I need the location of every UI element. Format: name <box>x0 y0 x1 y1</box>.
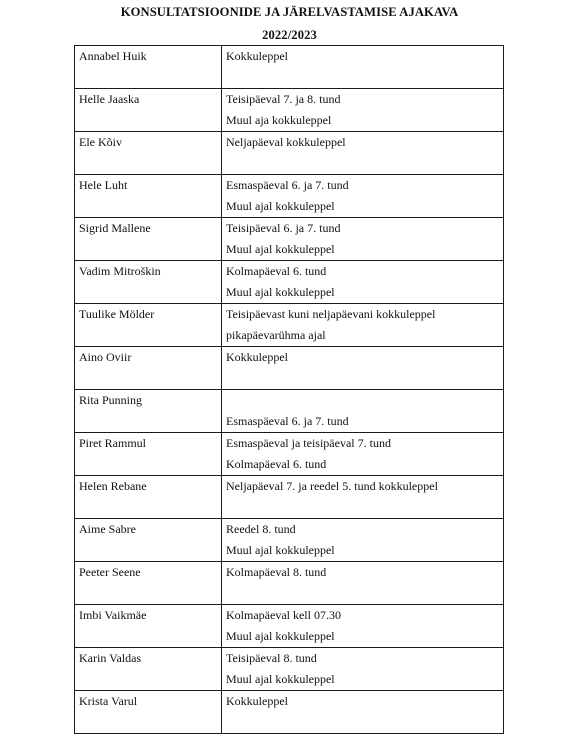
consultation-time-line: Esmaspäeval 6. ja 7. tund <box>226 178 349 192</box>
teacher-name: Helle Jaaska <box>79 92 140 106</box>
table-row <box>75 89 504 132</box>
consultation-time-line: pikapäevarühma ajal <box>226 328 326 342</box>
consultation-time-cell <box>222 304 504 347</box>
table-row <box>75 476 504 519</box>
consultation-time-line <box>222 390 503 411</box>
teacher-name-cell <box>75 46 222 89</box>
consultation-time-line: Kolmapäeval 6. tund <box>226 457 327 471</box>
teacher-name: Aino Oviir <box>79 350 132 364</box>
consultation-time-line: Teisipäeval 7. ja 8. tund <box>226 92 341 106</box>
teacher-name-cell <box>75 605 222 648</box>
consultation-time-line <box>222 497 503 518</box>
document-title: KONSULTATSIOONIDE JA JÄRELVASTAMISE AJAKAVA <box>120 5 459 19</box>
consultation-time-line: Esmaspäeval 6. ja 7. tund <box>226 414 349 428</box>
teacher-name: Karin Valdas <box>79 651 142 665</box>
consultation-time-cell <box>222 562 504 605</box>
schedule-body <box>75 46 504 734</box>
consultation-time-line: Reedel 8. tund <box>226 522 296 536</box>
consultation-time-line: Kokkuleppel <box>226 49 288 63</box>
consultation-time-line <box>222 67 503 88</box>
teacher-name: Aime Sabre <box>79 522 136 536</box>
table-row <box>75 261 504 304</box>
consultation-time-line: Teisipäeval 6. ja 7. tund <box>226 221 341 235</box>
consultation-time-line: Muul ajal kokkuleppel <box>226 629 335 643</box>
consultation-time-cell <box>222 218 504 261</box>
consultation-time-cell <box>222 132 504 175</box>
teacher-name: Vadim Mitroškin <box>79 264 161 278</box>
consultation-time-cell <box>222 89 504 132</box>
teacher-name: Sigrid Mallene <box>79 221 151 235</box>
teacher-name: Hele Luht <box>79 178 128 192</box>
consultation-time-cell <box>222 519 504 562</box>
table-row <box>75 175 504 218</box>
teacher-name: Ele Kõiv <box>79 135 122 149</box>
consultation-time-line: Muul ajal kokkuleppel <box>226 285 335 299</box>
consultation-time-cell <box>222 605 504 648</box>
consultation-time-line: Muul ajal kokkuleppel <box>226 199 335 213</box>
consultation-time-line <box>222 583 503 604</box>
consultation-time-line: Kolmapäeval 8. tund <box>226 565 327 579</box>
consultation-time-line <box>222 368 503 389</box>
consultation-time-line: Esmaspäeval ja teisipäeval 7. tund <box>226 436 391 450</box>
table-row <box>75 46 504 89</box>
teacher-name-cell <box>75 519 222 562</box>
teacher-name-cell <box>75 476 222 519</box>
consultation-time-line <box>222 712 503 733</box>
table-row <box>75 304 504 347</box>
teacher-name-cell <box>75 347 222 390</box>
table-row <box>75 218 504 261</box>
consultation-time-cell <box>222 691 504 734</box>
consultation-time-line: Kokkuleppel <box>226 694 288 708</box>
table-row <box>75 519 504 562</box>
table-row <box>75 390 504 433</box>
teacher-name-cell <box>75 390 222 433</box>
consultation-time-line: Kolmapäeval 6. tund <box>226 264 327 278</box>
consultation-time-line: Neljapäeval 7. ja reedel 5. tund kokkuleppel <box>226 479 438 493</box>
table-row <box>75 605 504 648</box>
consultation-time-cell <box>222 46 504 89</box>
teacher-name-cell <box>75 261 222 304</box>
table-row <box>75 691 504 734</box>
consultation-time-line: Muul aja kokkuleppel <box>226 113 332 127</box>
table-row <box>75 132 504 175</box>
teacher-name-cell <box>75 648 222 691</box>
table-row <box>75 562 504 605</box>
consultation-time-line: Muul ajal kokkuleppel <box>226 543 335 557</box>
consultation-time-line: Neljapäeval kokkuleppel <box>226 135 346 149</box>
teacher-name: Krista Varul <box>79 694 138 708</box>
consultation-time-cell <box>222 433 504 476</box>
teacher-name-cell <box>75 304 222 347</box>
consultation-time-line <box>222 153 503 174</box>
consultation-time-cell <box>222 175 504 218</box>
table-row <box>75 648 504 691</box>
consultation-time-line: Kolmapäeval kell 07.30 <box>226 608 341 622</box>
consultation-schedule-table <box>74 45 504 734</box>
table-row <box>75 347 504 390</box>
consultation-time-line: Teisipäeval 8. tund <box>226 651 317 665</box>
document-year: 2022/2023 <box>262 28 317 42</box>
teacher-name-cell <box>75 175 222 218</box>
consultation-time-cell <box>222 347 504 390</box>
consultation-time-cell <box>222 476 504 519</box>
teacher-name: Helen Rebane <box>79 479 147 493</box>
consultation-time-line: Muul ajal kokkuleppel <box>226 672 335 686</box>
teacher-name-cell <box>75 89 222 132</box>
consultation-time-line: Teisipäevast kuni neljapäevani kokkuleppel <box>226 307 436 321</box>
teacher-name-cell <box>75 433 222 476</box>
consultation-time-line: Muul ajal kokkuleppel <box>226 242 335 256</box>
teacher-name-cell <box>75 132 222 175</box>
teacher-name: Annabel Huik <box>79 49 147 63</box>
teacher-name-cell <box>75 691 222 734</box>
consultation-time-cell <box>222 390 504 433</box>
teacher-name: Piret Rammul <box>79 436 146 450</box>
consultation-time-cell <box>222 261 504 304</box>
teacher-name: Rita Punning <box>79 393 143 407</box>
consultation-time-cell <box>222 648 504 691</box>
teacher-name: Tuulike Mölder <box>79 307 155 321</box>
consultation-time-line: Kokkuleppel <box>226 350 288 364</box>
teacher-name-cell <box>75 562 222 605</box>
table-row <box>75 433 504 476</box>
teacher-name-cell <box>75 218 222 261</box>
teacher-name: Imbi Vaikmäe <box>79 608 147 622</box>
teacher-name: Peeter Seene <box>79 565 141 579</box>
